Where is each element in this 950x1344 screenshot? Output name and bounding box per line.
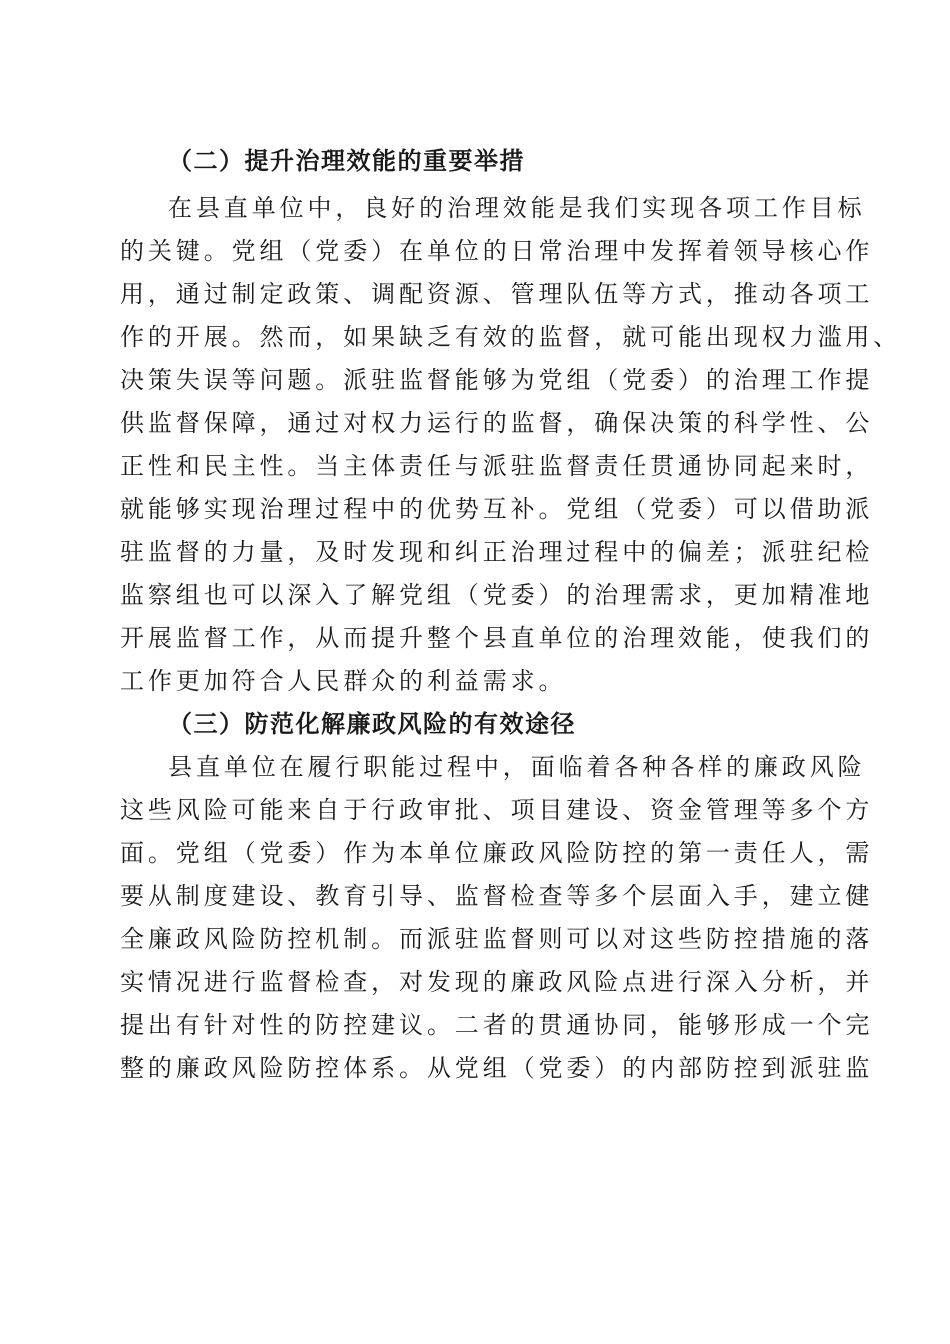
paragraph-line: 面。党组（党委）作为本单位廉政风险防控的第一责任人，需 bbox=[120, 839, 874, 867]
paragraph-line: 就能够实现治理过程中的优势互补。党组（党委）可以借助派 bbox=[120, 495, 874, 523]
paragraph-line: 提出有针对性的防控建议。二者的贯通协同，能够形成一个完 bbox=[120, 1011, 874, 1039]
paragraph-line: 要从制度建设、教育引导、监督检查等多个层面入手，建立健 bbox=[120, 882, 874, 910]
paragraph-line: 全廉政风险防控机制。而派驻监督则可以对这些防控措施的落 bbox=[120, 925, 874, 953]
paragraph-line: 这些风险可能来自于行政审批、项目建设、资金管理等多个方 bbox=[120, 796, 874, 824]
paragraph-line: 供监督保障，通过对权力运行的监督，确保决策的科学性、公 bbox=[120, 409, 874, 437]
paragraph-line: 决策失误等问题。派驻监督能够为党组（党委）的治理工作提 bbox=[120, 366, 874, 394]
section-heading-3: （三）防范化解廉政风险的有效途径 bbox=[168, 709, 576, 738]
section-heading-2: （二）提升治理效能的重要举措 bbox=[168, 146, 525, 175]
paragraph-line: 作的开展。然而，如果缺乏有效的监督，就可能出现权力滥用、 bbox=[120, 323, 902, 351]
paragraph-line: 的关键。党组（党委）在单位的日常治理中发挥着领导核心作 bbox=[120, 237, 874, 265]
paragraph-line: 县直单位在履行职能过程中，面临着各种各样的廉政风险 bbox=[168, 753, 866, 781]
paragraph-line: 正性和民主性。当主体责任与派驻监督责任贯通协同起来时， bbox=[120, 452, 874, 480]
paragraph-line: 监察组也可以深入了解党组（党委）的治理需求，更加精准地 bbox=[120, 581, 874, 609]
paragraph-line: 驻监督的力量，及时发现和纠正治理过程中的偏差；派驻纪检 bbox=[120, 538, 874, 566]
paragraph-line: 工作更加符合人民群众的利益需求。 bbox=[120, 667, 567, 695]
paragraph-line: 开展监督工作，从而提升整个县直单位的治理效能，使我们的 bbox=[120, 624, 874, 652]
paragraph-line: 整的廉政风险防控体系。从党组（党委）的内部防控到派驻监 bbox=[120, 1054, 874, 1082]
paragraph-line: 在县直单位中，良好的治理效能是我们实现各项工作目标 bbox=[168, 194, 866, 222]
paragraph-line: 实情况进行监督检查，对发现的廉政风险点进行深入分析，并 bbox=[120, 968, 874, 996]
paragraph-line: 用，通过制定政策、调配资源、管理队伍等方式，推动各项工 bbox=[120, 280, 874, 308]
